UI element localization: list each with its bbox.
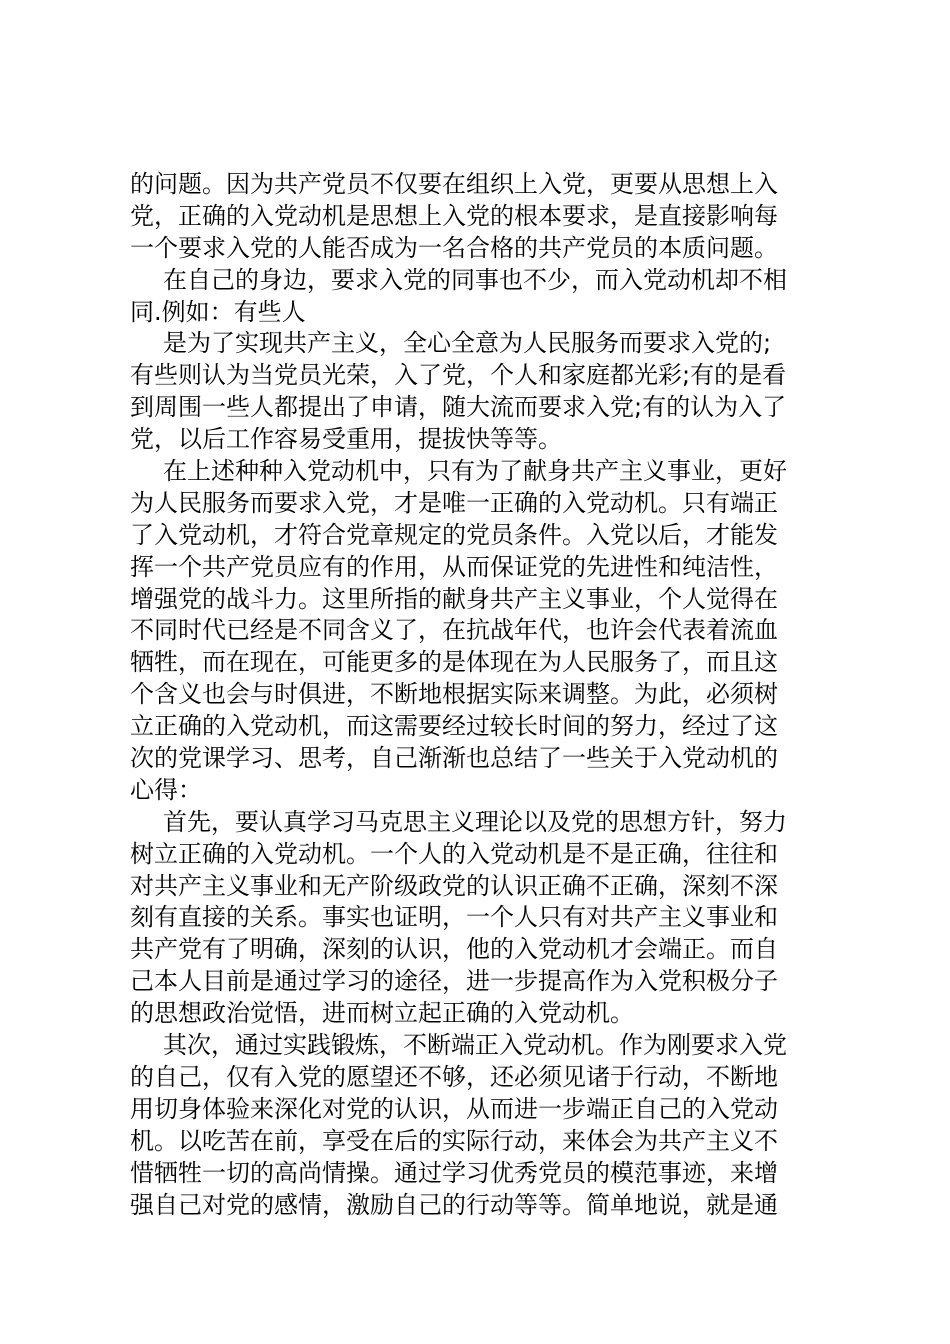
text-line: 是为了实现共产主义，全心全意为人民服务而要求入党的;	[163, 329, 772, 358]
text-line: 机。以吃苦在前，享受在后的实际行动，来体会为共产主义不	[130, 1126, 778, 1155]
text-line: 的自己，仅有入党的愿望还不够，还必须见诸于行动，不断地	[130, 1062, 778, 1091]
text-line: 用切身体验来深化对党的认识，从而进一步端正自己的入党动	[130, 1094, 778, 1123]
text-line: 个含义也会与时俱进，不断地根据实际来调整。为此，必须树	[130, 680, 778, 709]
text-line: 立正确的入党动机，而这需要经过较长时间的努力，经过了这	[130, 712, 778, 741]
text-line: 党，正确的入党动机是思想上入党的根本要求，是直接影响每	[130, 201, 778, 230]
text-line: 次的党课学习、思考，自己渐渐也总结了一些关于入党动机的	[130, 744, 778, 773]
text-line: 共产党有了明确，深刻的认识，他的入党动机才会端正。而自	[130, 935, 778, 964]
text-line: 不同时代已经是不同含义了，在抗战年代，也许会代表着流血	[130, 616, 778, 645]
text-line: 树立正确的入党动机。一个人的入党动机是不是正确，往往和	[130, 839, 778, 868]
text-line: 己本人目前是通过学习的途径，进一步提高作为入党积极分子	[130, 967, 778, 996]
body-text	[130, 169, 830, 1221]
text-line: 一个要求入党的人能否成为一名合格的共产党员的本质问题。	[130, 233, 778, 262]
text-line: 牺牲，而在现在，可能更多的是体现在为人民服务了，而且这	[130, 648, 778, 677]
text-line: 心得：	[130, 775, 202, 804]
text-line: 刻有直接的关系。事实也证明，一个人只有对共产主义事业和	[130, 903, 778, 932]
text-line: 到周围一些人都提出了申请，随大流而要求入党;有的认为入了	[130, 393, 787, 422]
text-line: 对共产主义事业和无产阶级政党的认识正确不正确，深刻不深	[130, 871, 778, 900]
text-line: 增强党的战斗力。这里所指的献身共产主义事业，个人觉得在	[130, 584, 778, 613]
text-line: 有些则认为当党员光荣，入了党，个人和家庭都光彩;有的是看	[130, 361, 787, 390]
text-line: 首先，要认真学习马克思主义理论以及党的思想方针，努力	[163, 807, 787, 836]
text-line: 同.例如：有些人	[130, 297, 306, 326]
text-line: 强自己对党的感情，激励自己的行动等等。简单地说，就是通	[130, 1190, 778, 1219]
text-line: 在上述种种入党动机中，只有为了献身共产主义事业，更好	[163, 457, 787, 486]
text-line: 了入党动机，才符合党章规定的党员条件。入党以后，才能发	[130, 520, 778, 549]
text-line: 的思想政治觉悟，进而树立起正确的入党动机。	[130, 999, 634, 1028]
text-line: 其次，通过实践锻炼，不断端正入党动机。作为刚要求入党	[163, 1031, 787, 1060]
text-line: 为人民服务而要求入党，才是唯一正确的入党动机。只有端正	[130, 488, 778, 517]
text-line: 党，以后工作容易受重用，提拔快等等。	[130, 425, 562, 454]
text-line: 的问题。因为共产党员不仅要在组织上入党，更要从思想上入	[130, 170, 778, 198]
text-line: 惜牺牲一切的高尚情操。通过学习优秀党员的模范事迹，来增	[130, 1158, 778, 1187]
text-line: 挥一个共产党员应有的作用，从而保证党的先进性和纯洁性，	[130, 552, 778, 581]
text-line: 在自己的身边，要求入党的同事也不少，而入党动机却不相	[163, 265, 787, 294]
